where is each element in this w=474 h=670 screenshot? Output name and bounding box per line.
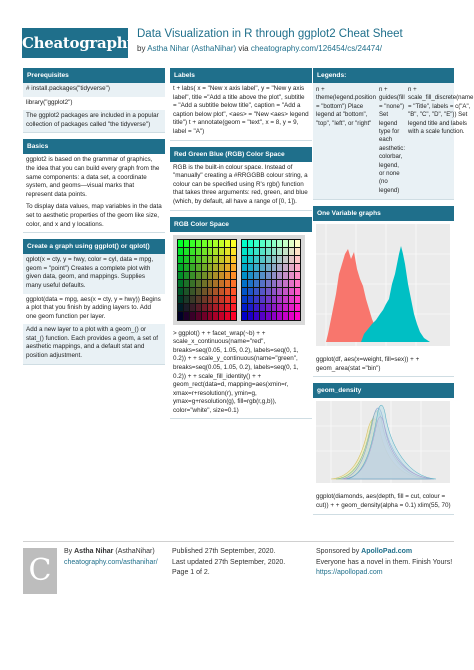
sponsor-text: Everyone has a novel in them. Finish Yours! (316, 558, 453, 566)
rgb-swatch-image (173, 235, 305, 325)
rgb-swatch-cell (213, 288, 218, 295)
density-plot-image (316, 401, 450, 483)
rgb-swatch-cell (231, 264, 236, 271)
rgb-swatch-cell (242, 248, 247, 255)
rgb-swatch-cell (260, 240, 265, 247)
byline (137, 44, 382, 53)
rgb-swatch-cell (295, 240, 300, 247)
rgb-swatch-cell (266, 296, 271, 303)
cheatography-logo[interactable]: Cheatography (22, 28, 128, 58)
rgb-swatch-cell (178, 248, 183, 255)
rgb-swatch-cell (213, 272, 218, 279)
rgb-swatch-cell (266, 264, 271, 271)
rgb-swatch-cell (225, 264, 230, 271)
rgb-swatch-cell (283, 248, 288, 255)
rgb-swatch-cell (219, 288, 224, 295)
prerequisites-box (23, 68, 165, 133)
legends-grid (313, 83, 474, 199)
rgb-swatch-cell (283, 288, 288, 295)
rgb-swatch-cell (295, 280, 300, 287)
rgb-swatch-cell (178, 288, 183, 295)
rgb-swatch-cell (219, 312, 224, 319)
rgb-swatch-cell (202, 248, 207, 255)
rgb-swatch-cell (248, 280, 253, 287)
rgb-swatch-cell (289, 272, 294, 279)
prereq-line: # install.packages("tidyverse") (23, 83, 165, 97)
rgb-swatch-cell (254, 264, 259, 271)
rgb-swatch-cell (266, 256, 271, 263)
area-plot-image (316, 224, 450, 346)
rgb-swatch-cell (208, 296, 213, 303)
rgb-swatch-cell (213, 264, 218, 271)
rgb-swatch-cell (231, 312, 236, 319)
area-plot-code: ggplot(df, aes(x=weight, fill=sex)) + + geom_area(stat ="bin") (313, 354, 454, 376)
rgb-swatch-cell (184, 304, 189, 311)
rgb-swatch-cell (213, 280, 218, 287)
rgb-swatch-cell (208, 312, 213, 319)
rgb-swatch-cell (196, 272, 201, 279)
rgb-swatch-cell (248, 296, 253, 303)
rgb-swatch-cell (202, 240, 207, 247)
column-3 (313, 68, 474, 521)
sheet-url-link[interactable]: cheatography.com/126454/cs/24474/ (250, 44, 382, 53)
rgb-swatch-cell (225, 256, 230, 263)
footer-author (64, 547, 164, 568)
labels-box (170, 68, 312, 141)
rgb-swatch-cell (242, 288, 247, 295)
rgb-swatch-cell (254, 248, 259, 255)
rgb-space-box (170, 217, 312, 420)
rgb-swatch-cell (266, 240, 271, 247)
rgb-swatch-cell (283, 304, 288, 311)
rgb-swatch-cell (213, 296, 218, 303)
rgb-swatch-cell (272, 248, 277, 255)
rgb-swatch-cell (283, 240, 288, 247)
rgb-swatch-cell (225, 312, 230, 319)
rgb-swatch-cell (190, 304, 195, 311)
rgb-swatch-cell (248, 288, 253, 295)
rgb-facet-1 (177, 239, 237, 321)
legend-position-cell: n + theme(legend.position = "bottom") Place legend at "bottom", "top", "left", or "right" (316, 86, 376, 127)
rgb-swatch-cell (295, 264, 300, 271)
rgb-swatch-cell (260, 256, 265, 263)
layer-row: Add a new layer to a plot with a geom_() or stat_() function. Each provides a geom, a set of aesthetic mappings, and a default stat and position adjustment. (23, 324, 165, 363)
rgb-swatch-cell (295, 256, 300, 263)
rgb-swatch-cell (260, 296, 265, 303)
rgb-swatch-cell (260, 264, 265, 271)
rgb-swatch-cell (213, 312, 218, 319)
rgb-swatch-cell (266, 312, 271, 319)
rgb-swatch-cell (208, 280, 213, 287)
basics-text (23, 154, 165, 232)
rgb-swatch-cell (254, 312, 259, 319)
rgb-swatch-cell (225, 272, 230, 279)
rgb-swatch-cell (254, 280, 259, 287)
rgb-swatch-cell (242, 312, 247, 319)
rgb-swatch-cell (289, 240, 294, 247)
rgb-swatch-cell (184, 256, 189, 263)
rgb-swatch-cell (248, 272, 253, 279)
basics-box (23, 139, 165, 233)
legend-guides-cell: n + guides(fill = "none") Set legend type for each aesthetic: colorbar, legend, or none (no legend) (378, 86, 406, 194)
rgb-swatch-cell (231, 248, 236, 255)
rgb-swatch-cell (202, 296, 207, 303)
rgb-swatch-cell (190, 296, 195, 303)
rgb-swatch-cell (231, 288, 236, 295)
rgb-swatch-cell (254, 288, 259, 295)
rgb-swatch-cell (208, 248, 213, 255)
rgb-swatch-cell (202, 280, 207, 287)
rgb-swatch-cell (277, 240, 282, 247)
rgb-figure (170, 232, 312, 328)
via-text: via (238, 44, 249, 53)
rgb-swatch-cell (202, 288, 207, 295)
rgb-swatch-cell (283, 280, 288, 287)
prereq-line: library("ggplot2") (23, 97, 165, 111)
rgb-swatch-cell (231, 256, 236, 263)
footer-author-link[interactable]: cheatography.com/asthanihar/ (64, 558, 158, 566)
density-plot-figure (313, 398, 454, 491)
rgb-swatch-cell (219, 304, 224, 311)
rgb-swatch-cell (178, 240, 183, 247)
legend-scale-cell: n + scale_fill_discrete(name = "Title", labels = c("A", "B", "C", "D", "E")) Set legend title and labels with a scale function. (408, 86, 474, 136)
footer-author-handle: (AsthaNihar) (115, 548, 155, 555)
sponsor-url[interactable]: https://apollopad.com (316, 569, 383, 576)
rgb-swatch-cell (196, 288, 201, 295)
rgb-swatch-cell (248, 312, 253, 319)
rgb-swatch-cell (184, 312, 189, 319)
rgb-swatch-cell (202, 264, 207, 271)
rgb-swatch-cell (178, 256, 183, 263)
rgb-swatch-cell (260, 280, 265, 287)
rgb-swatch-cell (184, 280, 189, 287)
rgb-intro-text: RGB is the built-in colour space. Instead of "manually" creating a #RRGGBB colour string, a colour can be specified using R's rgb() function that takes three arguments: red, green, and blue (which, by default, all have a range of [0, 1]). (170, 162, 312, 210)
rgb-swatch-cell (208, 304, 213, 311)
rgb-swatch-cell (277, 304, 282, 311)
rgb-swatch-cell (283, 296, 288, 303)
rgb-swatch-cell (219, 240, 224, 247)
rgb-swatch-cell (184, 272, 189, 279)
rgb-swatch-cell (231, 272, 236, 279)
rgb-swatch-cell (295, 312, 300, 319)
rgb-swatch-cell (196, 312, 201, 319)
rgb-swatch-cell (208, 288, 213, 295)
rgb-swatch-cell (254, 256, 259, 263)
rgb-swatch-cell (248, 304, 253, 311)
rgb-swatch-cell (272, 280, 277, 287)
one-variable-heading: One Variable graphs (313, 206, 454, 221)
rgb-swatch-cell (254, 296, 259, 303)
rgb-swatch-cell (196, 248, 201, 255)
rgb-swatch-cell (260, 248, 265, 255)
rgb-swatch-cell (178, 296, 183, 303)
rgb-swatch-cell (190, 288, 195, 295)
rgb-swatch-cell (190, 280, 195, 287)
rgb-intro-heading: Red Green Blue (RGB) Color Space (170, 147, 312, 162)
rgb-swatch-cell (272, 304, 277, 311)
rgb-swatch-cell (213, 248, 218, 255)
rgb-swatch-cell (295, 272, 300, 279)
rgb-swatch-cell (219, 280, 224, 287)
rgb-swatch-cell (196, 280, 201, 287)
rgb-swatch-cell (202, 256, 207, 263)
rgb-swatch-cell (219, 296, 224, 303)
density-box (313, 383, 454, 514)
rgb-swatch-cell (231, 240, 236, 247)
rgb-swatch-cell (277, 280, 282, 287)
rgb-swatch-cell (208, 256, 213, 263)
rgb-space-heading: RGB Color Space (170, 217, 312, 232)
rgb-swatch-cell (272, 256, 277, 263)
rgb-swatch-cell (266, 248, 271, 255)
rgb-swatch-cell (254, 240, 259, 247)
rgb-swatch-cell (248, 256, 253, 263)
rgb-swatch-cell (208, 264, 213, 271)
rgb-swatch-cell (272, 264, 277, 271)
rgb-swatch-cell (202, 304, 207, 311)
rgb-swatch-cell (190, 256, 195, 263)
rgb-swatch-cell (231, 280, 236, 287)
rgb-swatch-cell (190, 240, 195, 247)
prereq-line: The ggplot2 packages are included in a popular collection of packages called "the tidyverse") (23, 110, 165, 132)
rgb-swatch-cell (196, 296, 201, 303)
rgb-swatch-cell (266, 304, 271, 311)
rgb-swatch-cell (225, 296, 230, 303)
rgb-swatch-cell (272, 240, 277, 247)
rgb-swatch-cell (208, 272, 213, 279)
rgb-swatch-cell (295, 288, 300, 295)
footer-by: By (64, 548, 73, 555)
create-graph-heading: Create a graph using ggplot() or qplot() (23, 239, 165, 254)
rgb-swatch-cell (178, 280, 183, 287)
legends-box (313, 68, 474, 200)
rgb-swatch-cell (295, 296, 300, 303)
rgb-swatch-cell (260, 312, 265, 319)
rgb-swatch-cell (289, 280, 294, 287)
density-heading: geom_density (313, 383, 454, 398)
footer-dates (172, 547, 302, 579)
author-avatar: C (23, 548, 57, 594)
author-link[interactable]: Astha Nihar (AsthaNihar) (147, 44, 237, 53)
rgb-swatch-cell (219, 248, 224, 255)
rgb-swatch-cell (248, 248, 253, 255)
rgb-swatch-cell (289, 312, 294, 319)
rgb-swatch-cell (283, 312, 288, 319)
area-plot-figure (313, 221, 454, 354)
rgb-swatch-cell (248, 264, 253, 271)
rgb-swatch-cell (184, 264, 189, 271)
column-2 (170, 68, 312, 425)
prerequisites-heading: Prerequisites (23, 68, 165, 83)
rgb-swatch-cell (213, 240, 218, 247)
footer-author-name: Astha Nihar (74, 548, 114, 555)
density-code: ggplot(diamonds, aes(depth, fill = cut, colour = cut)) + + geom_density(alpha = 0.1) xlim(55, 70) (313, 491, 454, 513)
rgb-swatch-cell (219, 272, 224, 279)
rgb-swatch-cell (277, 248, 282, 255)
rgb-swatch-cell (178, 272, 183, 279)
rgb-swatch-cell (289, 304, 294, 311)
rgb-swatch-cell (289, 288, 294, 295)
rgb-swatch-cell (225, 280, 230, 287)
rgb-swatch-cell (242, 280, 247, 287)
rgb-space-code: > ggplot() + + facet_wrap(~b) + + scale_x_continuous(name="red", breaks=seq(0.05, 1.05, 0.2), labels=seq(0, 1, 0.2)) + + scale_y_continuous(name="green", breaks=seq(0.05, 1.05, 0.2), labels=seq(0, 1, 0.2)) + + scale_fill_identity() + + geom_rect(data=d, mapping=aes(xmin=r, xmax=r+resolution(r), ymin=g, ymax=g+resolution(g), fill=rgb(r,g,b)), color="white", size=0.1) (170, 328, 312, 419)
rgb-swatch-cell (184, 240, 189, 247)
column-1 (23, 68, 165, 371)
rgb-swatch-cell (277, 296, 282, 303)
sponsor-prefix: Sponsored by (316, 548, 360, 555)
rgb-swatch-cell (225, 240, 230, 247)
rgb-swatch-cell (178, 264, 183, 271)
rgb-swatch-cell (196, 264, 201, 271)
rgb-swatch-cell (196, 256, 201, 263)
rgb-swatch-cell (289, 296, 294, 303)
published-date: Published 27th September, 2020. (172, 548, 276, 555)
rgb-swatch-cell (190, 312, 195, 319)
rgb-swatch-cell (260, 288, 265, 295)
by-prefix: by (137, 44, 146, 53)
create-graph-box (23, 239, 165, 365)
rgb-swatch-cell (190, 272, 195, 279)
rgb-swatch-cell (272, 312, 277, 319)
labels-code: t + labs( x = "New x axis label", y = "New y axis label", title ="Add a title above the plot", subtitle = "Add a subtitle below title", caption = "Add a caption below plot", <aes> = "New <aes> legend title") t + annotate(geom = "text", x = 8, y = 9, label = "A") (170, 83, 312, 140)
one-variable-box (313, 206, 454, 377)
rgb-swatch-cell (283, 264, 288, 271)
rgb-swatch-cell (289, 264, 294, 271)
labels-heading: Labels (170, 68, 312, 83)
rgb-swatch-cell (295, 304, 300, 311)
qplot-row: qplot(x = cty, y = hwy, color = cyl, data = mpg, geom = "point") Creates a complete plot with given data, geom, and mappings. Supplies many useful defaults. (23, 254, 165, 293)
rgb-swatch-cell (277, 272, 282, 279)
rgb-swatch-cell (196, 304, 201, 311)
rgb-swatch-cell (260, 272, 265, 279)
page-header (0, 0, 474, 60)
rgb-swatch-cell (242, 272, 247, 279)
rgb-swatch-cell (266, 288, 271, 295)
rgb-swatch-cell (272, 296, 277, 303)
rgb-swatch-cell (231, 304, 236, 311)
rgb-swatch-cell (242, 256, 247, 263)
rgb-swatch-cell (289, 256, 294, 263)
rgb-swatch-cell (225, 248, 230, 255)
rgb-swatch-cell (219, 264, 224, 271)
rgb-swatch-cell (254, 304, 259, 311)
rgb-swatch-cell (202, 312, 207, 319)
rgb-swatch-cell (295, 248, 300, 255)
rgb-swatch-cell (289, 248, 294, 255)
rgb-swatch-cell (283, 256, 288, 263)
rgb-swatch-cell (277, 264, 282, 271)
rgb-swatch-cell (196, 240, 201, 247)
rgb-swatch-cell (178, 312, 183, 319)
rgb-swatch-cell (184, 296, 189, 303)
rgb-swatch-cell (260, 304, 265, 311)
rgb-swatch-cell (184, 288, 189, 295)
rgb-swatch-cell (277, 312, 282, 319)
rgb-swatch-cell (283, 272, 288, 279)
rgb-swatch-cell (277, 256, 282, 263)
basics-heading: Basics (23, 139, 165, 154)
rgb-swatch-cell (277, 288, 282, 295)
ggplot-row: ggplot(data = mpg, aes(x = cty, y = hwy)) Begins a plot that you finish by adding layers to. Add one geom function per layer. (23, 294, 165, 325)
rgb-swatch-cell (202, 272, 207, 279)
rgb-swatch-cell (213, 304, 218, 311)
rgb-swatch-cell (190, 248, 195, 255)
rgb-swatch-cell (272, 272, 277, 279)
sponsor-link[interactable]: ApolloPad.com (361, 548, 413, 555)
rgb-intro-box (170, 147, 312, 211)
rgb-swatch-cell (208, 240, 213, 247)
rgb-swatch-cell (242, 304, 247, 311)
rgb-swatch-cell (225, 304, 230, 311)
rgb-swatch-cell (266, 280, 271, 287)
rgb-swatch-cell (225, 288, 230, 295)
rgb-swatch-cell (272, 288, 277, 295)
rgb-swatch-cell (242, 264, 247, 271)
legends-heading: Legends: (313, 68, 454, 83)
basics-paragraph-1: ggplot2 is based on the grammar of graphics, the idea that you can build every graph from the same components: a data set, a coordinate system, and geoms—visual marks that represent data points. (26, 156, 160, 198)
rgb-facet-2 (241, 239, 301, 321)
page-title: Data Visualization in R through ggplot2 Cheat Sheet (137, 28, 403, 40)
rgb-swatch-cell (266, 272, 271, 279)
rgb-swatch-cell (231, 296, 236, 303)
rgb-swatch-cell (190, 264, 195, 271)
page-number: Page 1 of 2. (172, 569, 210, 576)
basics-paragraph-2: To display data values, map variables in the data set to aesthetic properties of the geom like size, color, and x and y locations. (26, 203, 162, 228)
footer-sponsor (316, 547, 456, 579)
updated-date: Last updated 27th September, 2020. (172, 558, 286, 566)
rgb-swatch-cell (178, 304, 183, 311)
rgb-swatch-cell (254, 272, 259, 279)
rgb-swatch-cell (184, 248, 189, 255)
rgb-swatch-cell (219, 256, 224, 263)
rgb-swatch-cell (248, 240, 253, 247)
rgb-swatch-cell (242, 240, 247, 247)
rgb-swatch-cell (242, 296, 247, 303)
rgb-swatch-cell (213, 256, 218, 263)
